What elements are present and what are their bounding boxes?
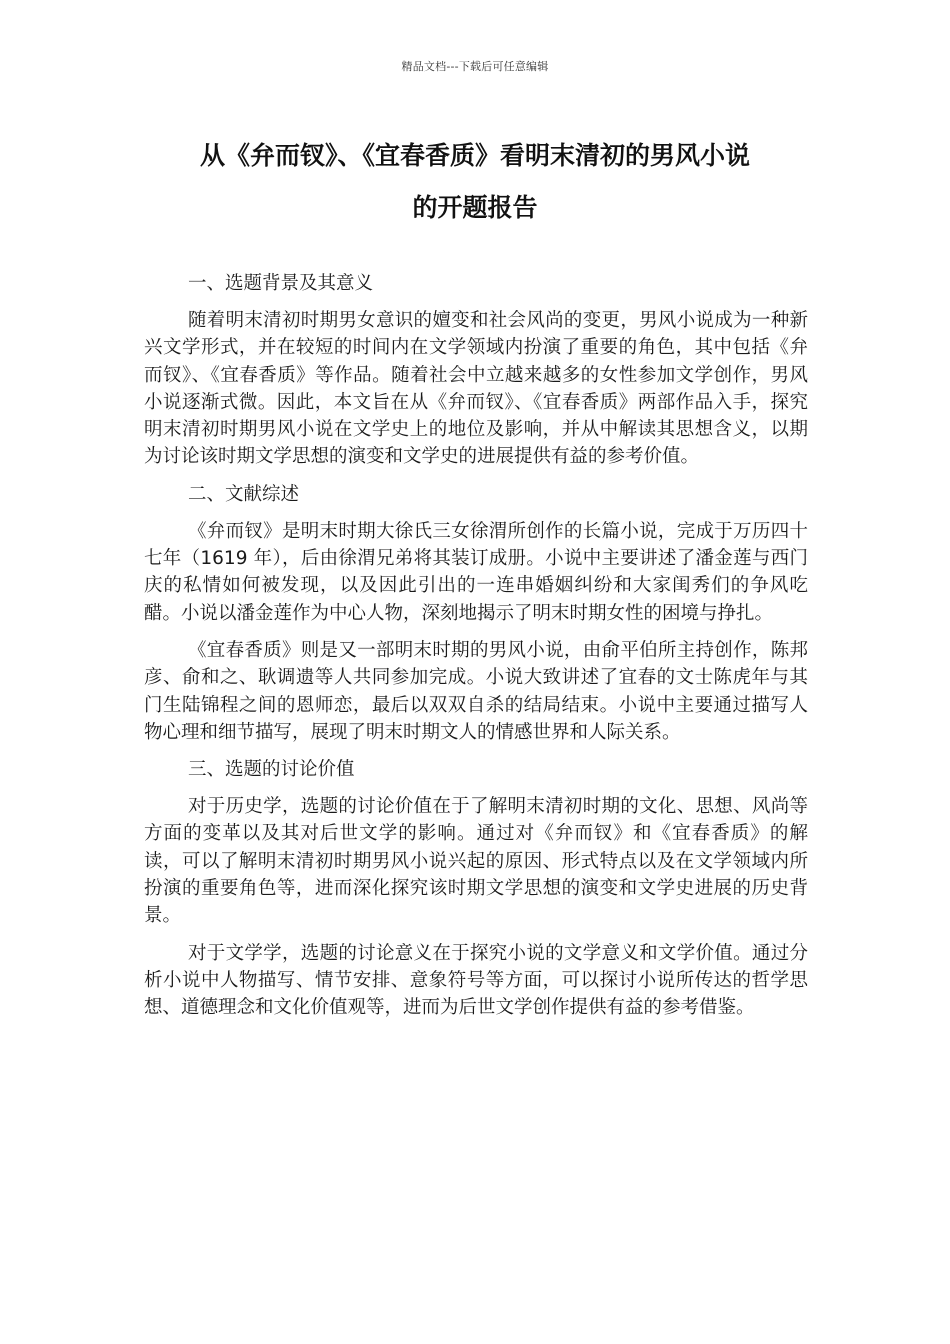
- header-note: 精品文档---下载后可任意编辑: [401, 60, 549, 73]
- section-heading-research-value: 三、选题的讨论价值: [188, 759, 355, 781]
- paragraph-literature-value: 对于文学学，选题的讨论意义在于探究小说的文学意义和文学价值。通过分析小说中人物描写、情节安排、意象符号等方面，可以探讨小说所传达的哲学思想、道德理念和文化价值观等，进而为后世文学创作提供有益的参考借鉴。: [144, 942, 808, 1019]
- title-line-2: 的开题报告: [412, 193, 538, 222]
- section-heading-literature-review: 二、文献综述: [188, 483, 300, 505]
- document-title: [130, 130, 820, 234]
- paragraph-background: 随着明末清初时期男女意识的嬗变和社会风尚的变更，男风小说成为一种新兴文学形式，并在较短的时间内在文学领域内扮演了重要的角色，其中包括《弁而钗》、《宜春香质》等作品。随着社会中立越来越多的女性参加文学创作，男风小说逐渐式微。因此，本文旨在从《弁而钗》、《宜春香质》两部作品入手，探究明末清初时期男风小说在文学史上的地位及影响，并从中解读其思想含义，以期为讨论该时期文学思想的演变和文学史的进展提供有益的参考价值。: [144, 310, 808, 468]
- section-heading-background: 一、选题背景及其意义: [188, 273, 374, 294]
- paragraph-bianerchai: 《弁而钗》是明末时期大徐氏三女徐渭所创作的长篇小说，完成于万历四十七年（1619 年），后由徐渭兄弟将其装订成册。小说中主要讲述了潘金莲与西门庆的私情如何被发现，以及因此引出的一连串婚姻纠纷和大家闺秀们的争风吃醋。小说以潘金莲作为中心人物，深刻地揭示了明末时期女性的困境与挣扎。: [144, 520, 808, 624]
- paragraph-yichunxiangzhi: 《宜春香质》则是又一部明末时期的男风小说，由俞平伯所主持创作，陈邦彦、俞和之、耿调遗等人共同参加完成。小说大致讲述了宜春的文士陈虎年与其门生陆锦程之间的恩师恋，最后以双双自杀的结局结束。小说中主要通过描写人物心理和细节描写，展现了明末时期文人的情感世界和人际关系。: [144, 639, 808, 743]
- paragraph-history-value: 对于历史学，选题的讨论价值在于了解明末清初时期的文化、思想、风尚等方面的变革以及其对后世文学的影响。通过对《弁而钗》和《宜春香质》的解读，可以了解明末清初时期男风小说兴起的原因、形式特点以及在文学领域内所扮演的重要角色等，进而深化探究该时期文学思想的演变和文学史进展的历史背景。: [144, 796, 808, 927]
- document-body: [144, 270, 808, 1032]
- title-line-1: 从《弁而钗》、《宜春香质》看明末清初的男风小说: [199, 141, 750, 170]
